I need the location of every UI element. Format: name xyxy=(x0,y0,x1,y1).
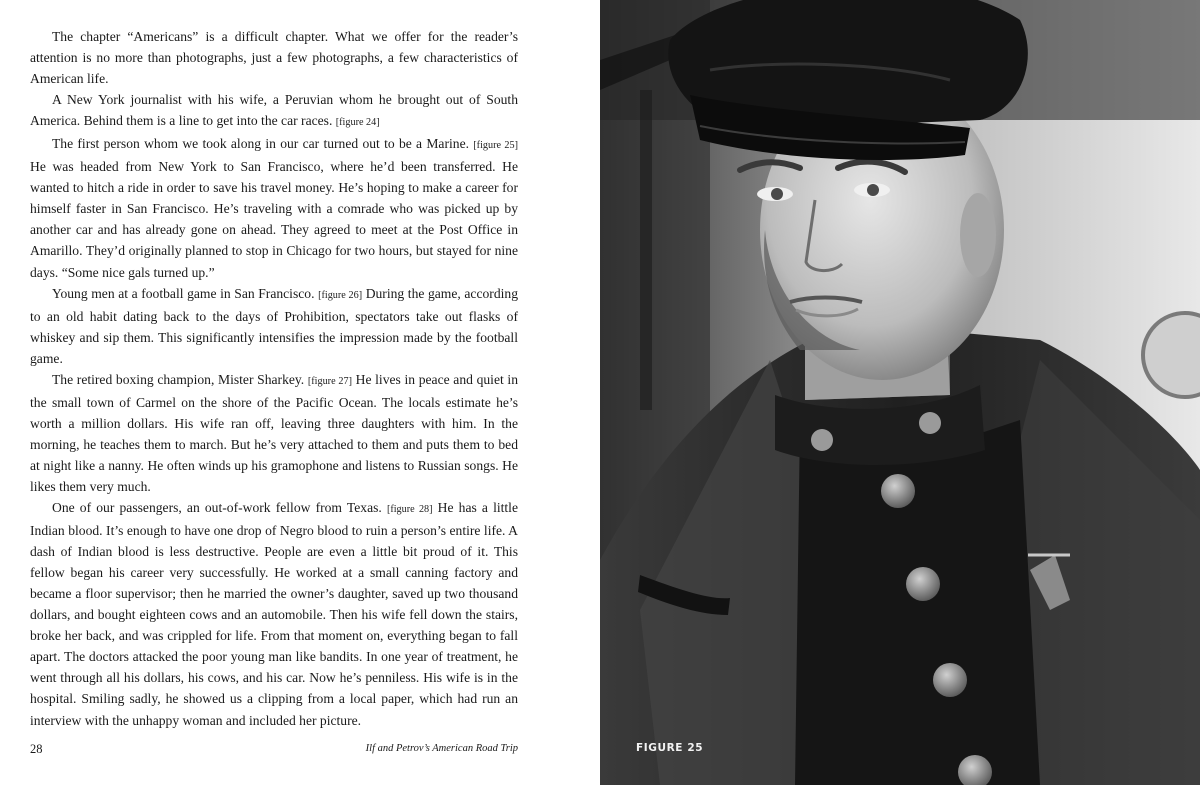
paragraph-text: The first person whom we took along in our car turned out to be a Marine. xyxy=(52,136,474,152)
figure-reference: [figure 24] xyxy=(335,117,380,129)
body-paragraph xyxy=(30,497,518,731)
body-paragraph xyxy=(30,369,518,497)
running-footer: Ilf and Petrov’s American Road Trip xyxy=(365,743,518,754)
paragraph-text: He was headed from New York to San Francisco, where he’d been transferred. He wanted to hitch a ride in order to save his travel money. He’s hoping to make a career for himself faster in San Francisco. He’s traveling with a comrade who was picked up by another car and has already gone on ahead. They agreed to meet at the Post Office in Amarillo. They’d originally planned to stop in Chicago for two hours, but stayed for nine days. “Some nice gals turned up.” xyxy=(30,159,518,280)
figure-reference: [figure 28] xyxy=(386,504,433,516)
right-page xyxy=(600,0,1200,785)
paragraph-text: The chapter “Americans” is a difficult chapter. What we offer for the reader’s attention is no more than photographs, just a few photographs, a few characteristics of American life. xyxy=(30,29,518,87)
figure-reference: [figure 26] xyxy=(318,289,363,301)
marine-portrait-photo xyxy=(600,0,1200,785)
figure-reference: [figure 25] xyxy=(473,140,518,152)
body-text xyxy=(30,26,518,731)
paragraph-text: During the game, according to an old habit dating back to the days of Prohibition, spectators take out flasks of whiskey and sip them. This significantly intensifies the impression made by the football game. xyxy=(30,285,518,366)
body-paragraph xyxy=(30,26,518,89)
body-paragraph xyxy=(30,283,518,369)
figure-caption: FIGURE 25 xyxy=(636,742,704,754)
paragraph-text: He lives in peace and quiet in the small town of Carmel on the shore of the Pacific Ocean. The locals estimate he’s worth a million dollars. His wife ran off, leaving three daughters with him. In the morning, he teaches them to march. But he’s very attached to them and puts them to bed at night like a nanny. He often winds up his gramophone and listens to Russian songs. He likes them very much. xyxy=(30,371,518,494)
paragraph-text: He has a little Indian blood. It’s enough to have one drop of Negro blood to ruin a person’s entire life. A dash of Indian blood is less destructive. People are even a little bit proud of it. This fellow began his career very successfully. He worked at a small canning factory and became a floor supervisor; then he married the owner’s daughter, saved up two thousand dollars, and bought eighteen cows and an automobile. Then his wife fell down the stairs, broke her back, and was crippled for life. From that moment on, everything began to fall apart. The doctors attacked the poor young man like bandits. In one year of treatment, he went through all his dollars, his cows, and his car. Now he’s penniless. His wife is in the hospital. Smiling sadly, he showed us a clipping from a local paper, which had run an interview with the unhappy woman and included her picture. xyxy=(30,500,518,728)
page-number: 28 xyxy=(30,742,43,756)
paragraph-text: Young men at a football game in San Francisco. xyxy=(52,285,319,301)
body-paragraph xyxy=(30,89,518,133)
paragraph-text: The retired boxing champion, Mister Sharkey. xyxy=(52,371,308,387)
paragraph-text: A New York journalist with his wife, a Peruvian whom he brought out of South America. Behind them is a line to get into the car races. xyxy=(30,92,518,129)
figure-reference: [figure 27] xyxy=(307,375,352,387)
body-paragraph xyxy=(30,133,518,282)
paragraph-text: One of our passengers, an out-of-work fellow from Texas. xyxy=(52,500,387,516)
